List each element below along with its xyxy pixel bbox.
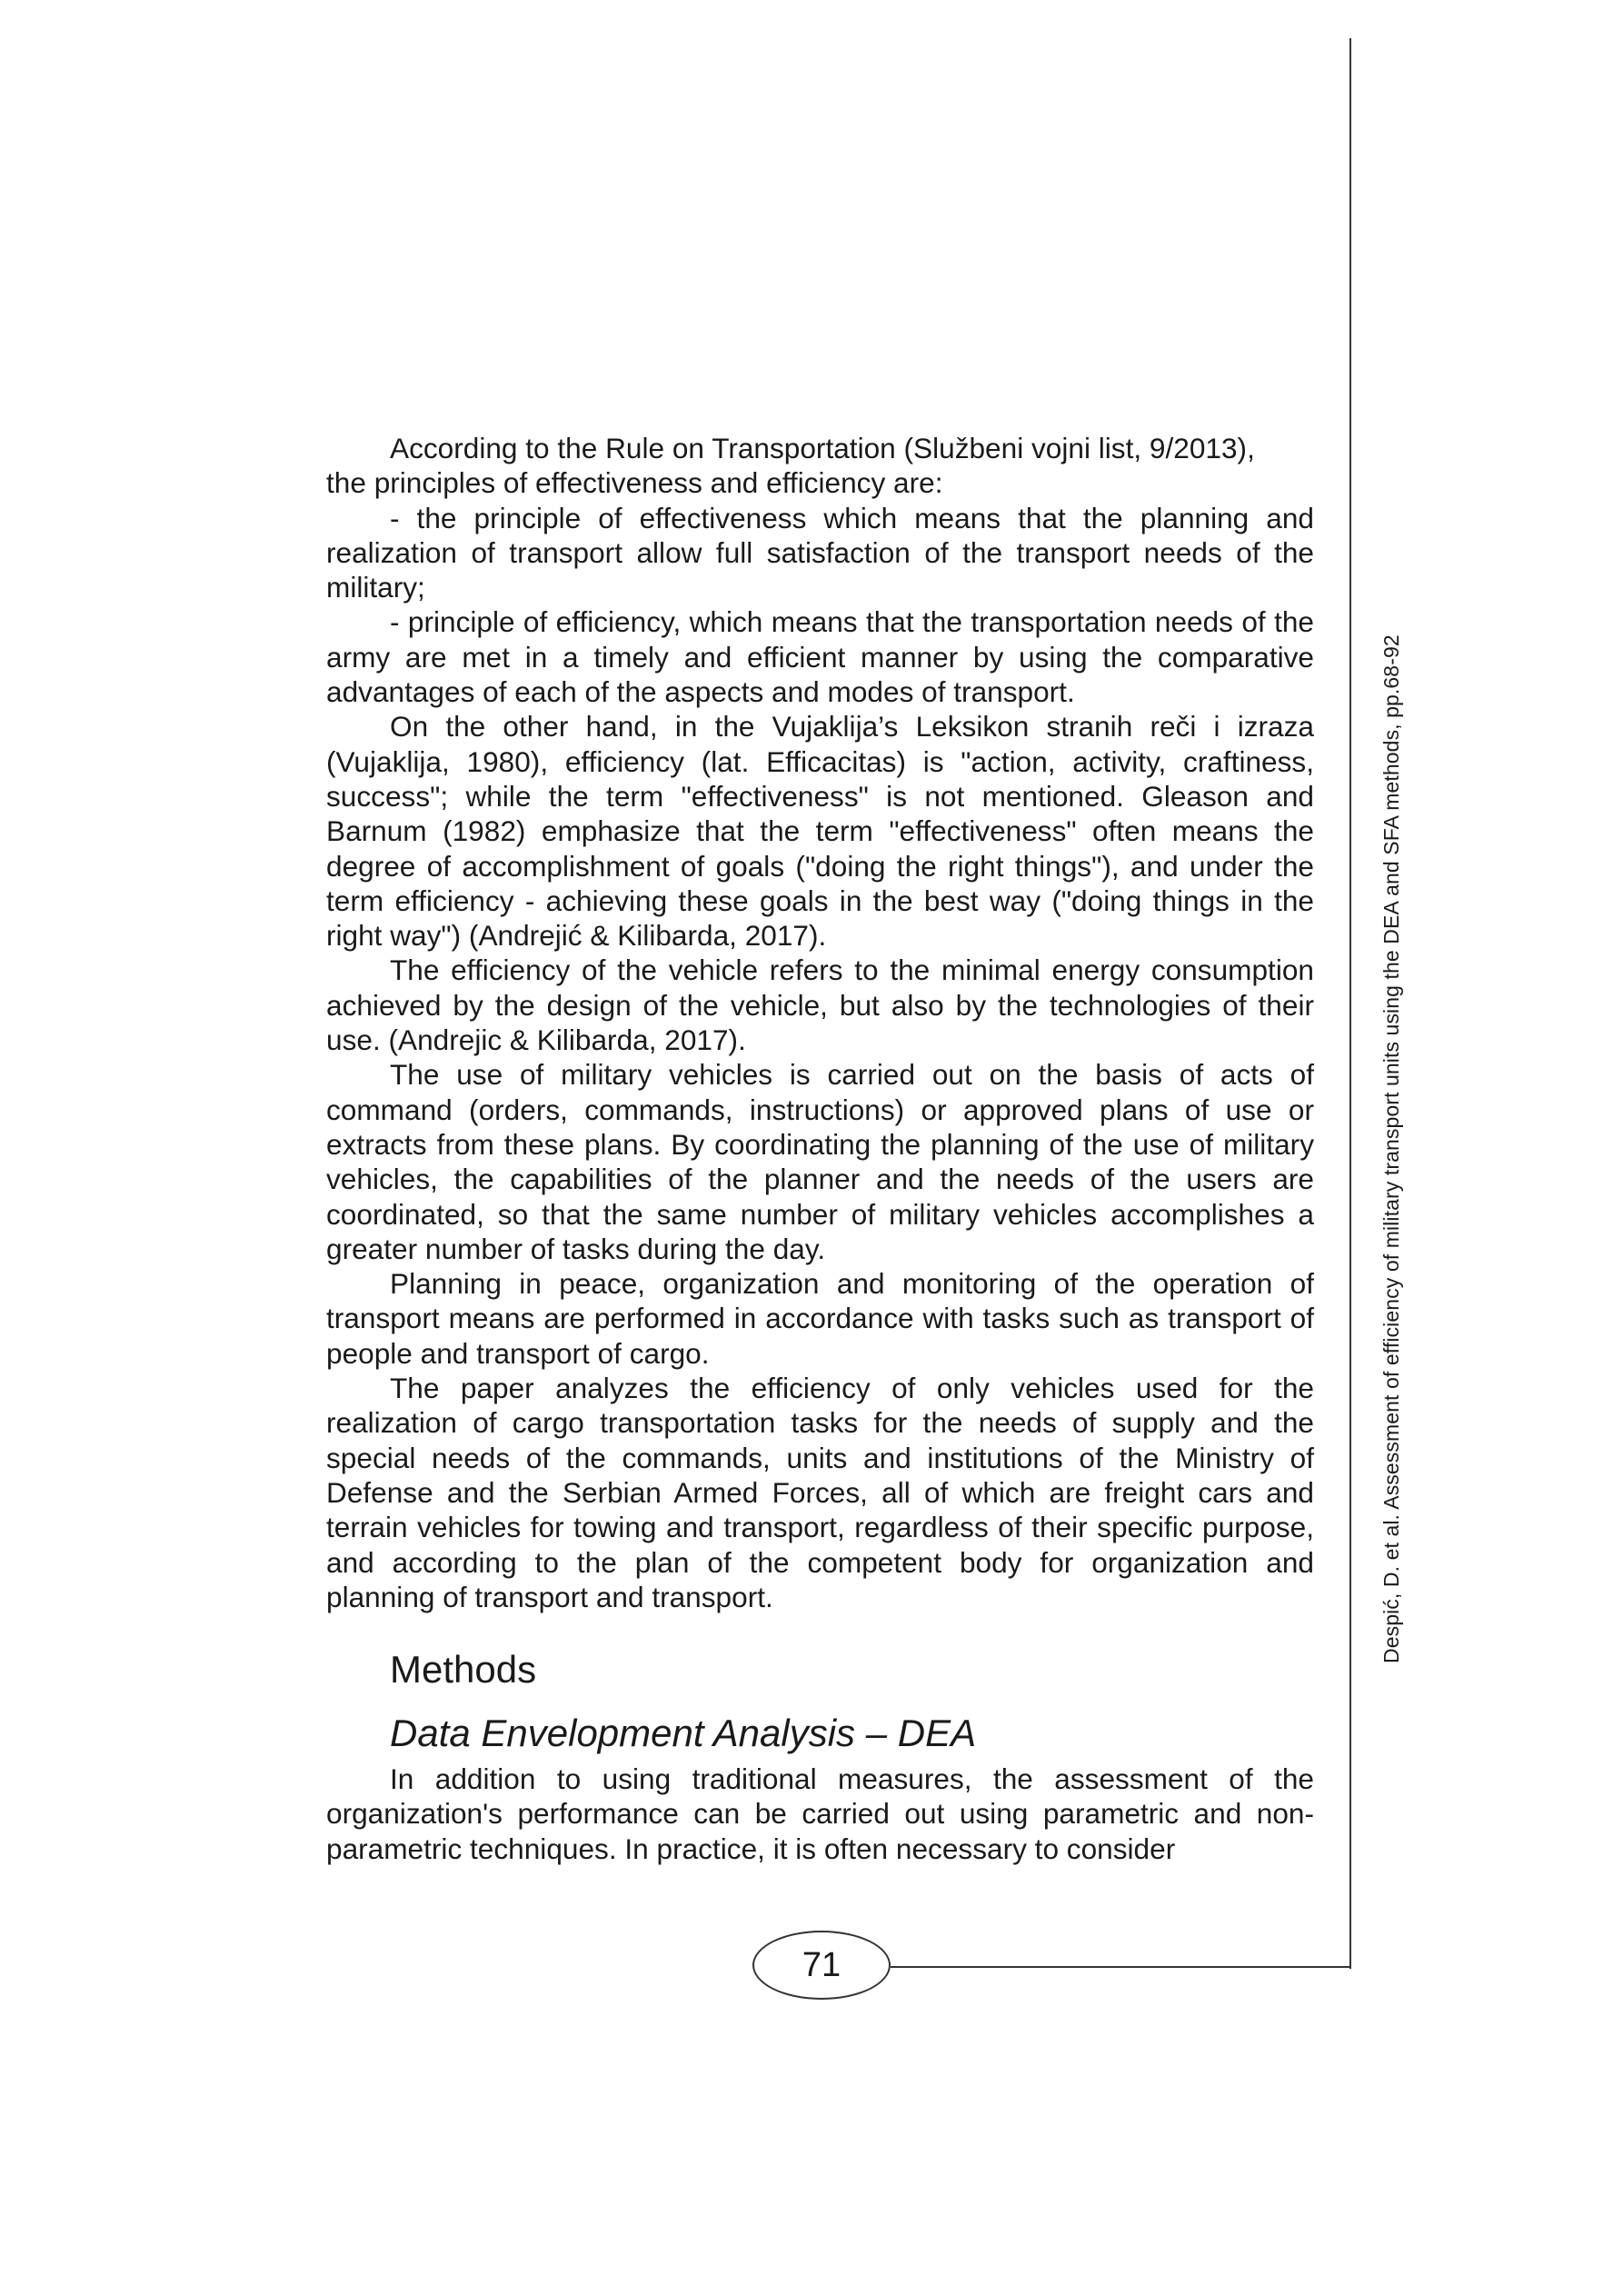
page-number: 71 bbox=[802, 1945, 841, 1984]
planning-paragraph: Planning in peace, organization and monitoring of the operation of transport means are performed in accordance with tasks such as transport of people and transport of cargo. bbox=[326, 1267, 1314, 1370]
effectiveness-principle-paragraph: - the principle of effectiveness which means that the planning and realization of transport allow full satisfaction of the transport needs of the military; bbox=[326, 501, 1314, 604]
definitions-paragraph: On the other hand, in the Vujaklija’s Leksikon stranih reči i izraza (Vujaklija, 1980), efficiency (lat. Efficacitas) is "action, activity, craftiness, success"; while the term "effectiveness" is not mentioned. Gleason and Barnum (1982) emphasize that the term "effectiveness" often means the degree of accomplishment of goals ("doing the right things"), and under the term efficiency - achieving these goals in the best way ("doing things in the right way") (Andrejić & Kilibarda, 2017). bbox=[326, 710, 1314, 953]
page-number-oval bbox=[752, 1931, 891, 2000]
running-head: Despić, D. et al. Assessment of efficiency of military transport units using the DEA and SFA methods, pp.68-92 bbox=[1379, 634, 1403, 1663]
dea-paragraph: In addition to using traditional measures, the assessment of the organization's performance can be carried out using parametric and non-parametric techniques. In practice, it is often necessary to consider bbox=[326, 1762, 1314, 1865]
footer-rule bbox=[891, 1966, 1351, 1968]
vehicle-efficiency-paragraph: The efficiency of the vehicle refers to the minimal energy consumption achieved by the design of the vehicle, but also by the technologies of their use. (Andrejic & Kilibarda, 2017). bbox=[326, 953, 1314, 1057]
intro-paragraph bbox=[326, 431, 1314, 465]
efficiency-principle-paragraph: - principle of efficiency, which means that the transportation needs of the army are met in a timely and efficient manner by using the comparative advantages of each of the aspects and modes of transport. bbox=[326, 605, 1314, 709]
scope-paragraph: The paper analyzes the efficiency of only vehicles used for the realization of cargo transportation tasks for the needs of supply and the special needs of the commands, units and institutions of the Ministry of Defense and the Serbian Armed Forces, all of which are freight cars and terrain vehicles for towing and transport, regardless of their specific purpose, and according to the plan of the competent body for organization and planning of transport and transport. bbox=[326, 1372, 1314, 1613]
intro-paragraph-continued: the principles of effectiveness and efficiency are: bbox=[326, 466, 943, 500]
body-text bbox=[326, 431, 1314, 1866]
section-heading-methods: Methods bbox=[390, 1648, 537, 1692]
subsection-heading-dea: Data Envelopment Analysis – DEA bbox=[390, 1712, 977, 1755]
vehicle-use-paragraph: The use of military vehicles is carried out on the basis of acts of command (orders, commands, instructions) or approved plans of use or extracts from these plans. By coordinating the planning of the use of military vehicles, the capabilities of the planner and the needs of the users are coordinated, so that the same number of military vehicles accomplishes a greater number of tasks during the day. bbox=[326, 1058, 1314, 1265]
intro-line-1: According to the Rule on Transportation (Službeni vojni list, 9/2013), bbox=[390, 432, 1255, 464]
margin-rule bbox=[1349, 38, 1351, 1969]
